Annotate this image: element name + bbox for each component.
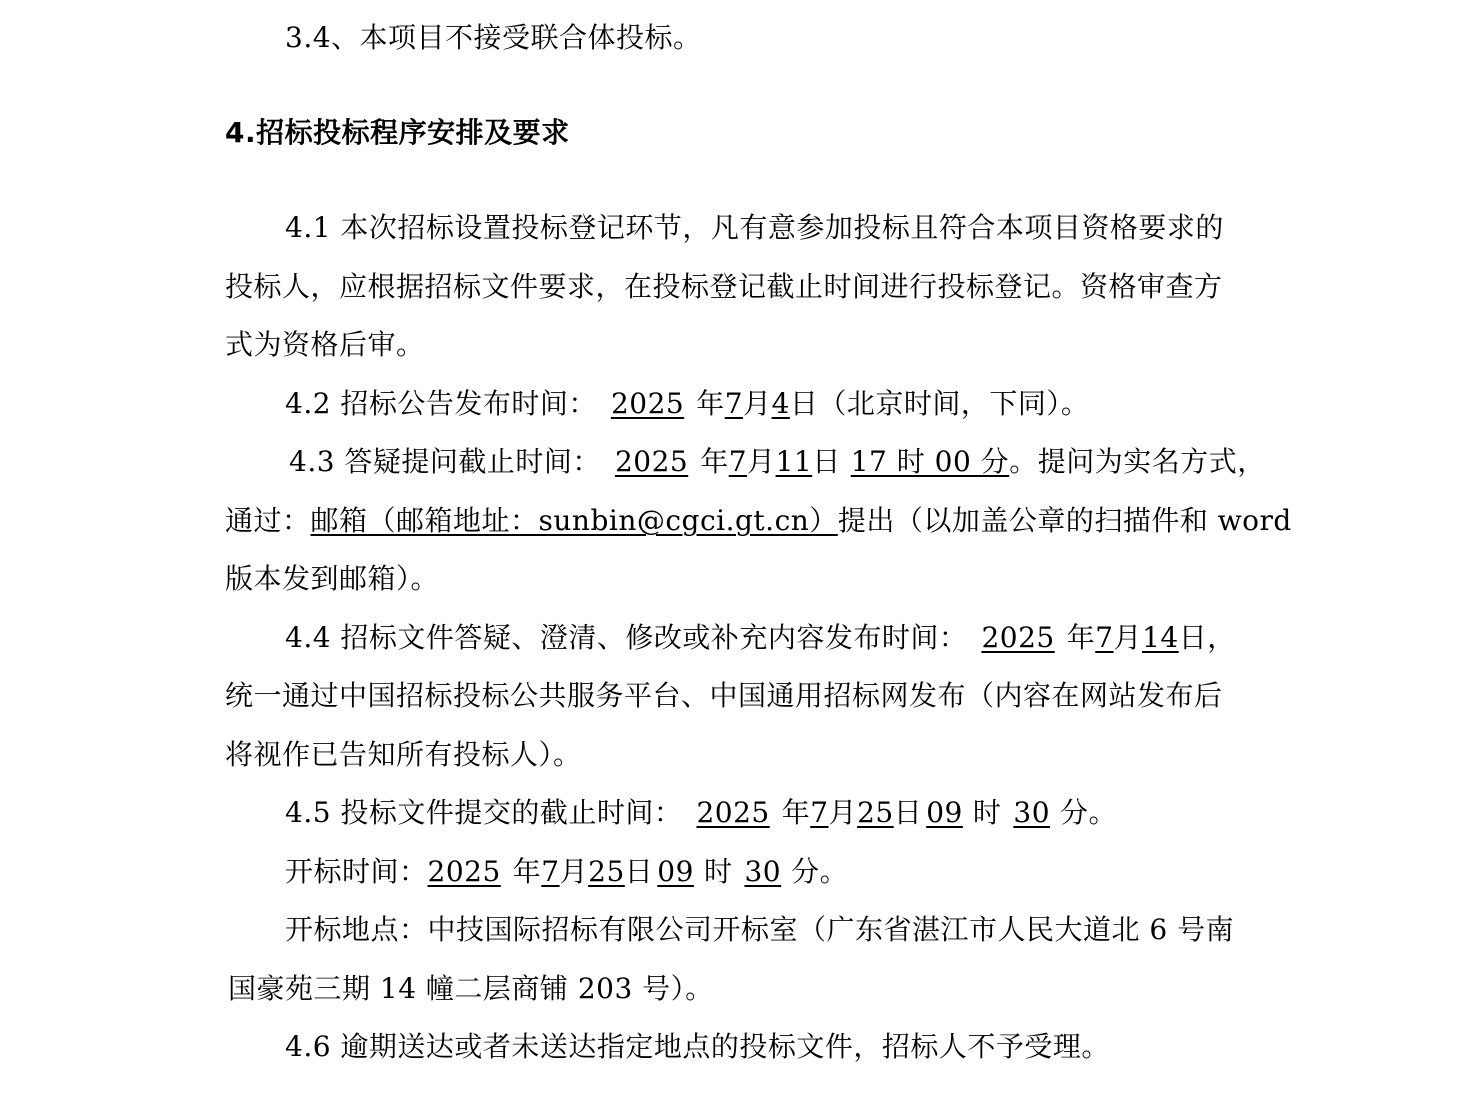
clause-4-4-month: 7 [1095,621,1114,654]
opening-place-line2: 国豪苑三期 14 幢二层商铺 203 号）。 [228,972,714,1005]
opening-time-hour: 09 [657,855,694,888]
clause-4-5-hour: 09 [926,796,963,829]
clause-4-4-day-unit: 日， [1178,621,1236,654]
clause-4-4-line1 [285,618,1236,658]
opening-time-day-unit: 日 [624,855,654,888]
clause-4-4-year-unit: 年 [1066,621,1096,654]
clause-4-5-month-unit: 月 [828,796,858,829]
opening-time-month-unit: 月 [559,855,589,888]
clause-4-1-line1: 4.1 本次招标设置投标登记环节，凡有意参加投标且符合本项目资格要求的 [285,211,1224,244]
clause-4-5-hour-unit: 时 [972,796,1002,829]
clause-4-2-month-unit: 月 [743,387,772,420]
opening-place-line1: 开标地点：中技国际招标有限公司开标室（广东省湛江市人民大道北 6 号南 [285,913,1235,946]
clause-4-5 [285,793,1117,833]
clause-4-4-year: 2025 [981,621,1055,654]
clause-4-2-note: （北京时间，下同）。 [818,387,1090,420]
clause-4-2 [285,384,1089,424]
clause-4-3-time: 17 时 00 分 [850,445,1010,478]
clause-4-3-month: 7 [728,445,748,478]
clause-4-3-day: 11 [775,445,813,478]
clause-4-4-line2: 统一通过中国招标投标公共服务平台、中国通用招标网发布（内容在网站发布后 [225,679,1223,712]
clause-4-4-label: 4.4 招标文件答疑、澄清、修改或补充内容发布时间： [285,621,968,654]
clause-4-3-tail2: 提出（以加盖公章的扫描件和 word [837,504,1292,537]
clause-4-3-month-unit: 月 [747,445,776,478]
clause-4-3-year: 2025 [614,445,689,478]
clause-4-3-email[interactable]: 邮箱（邮箱地址：sunbin@cgci.gt.cn） [310,504,838,537]
clause-4-4-day: 14 [1142,621,1179,654]
clause-4-5-day-unit: 日 [893,796,923,829]
opening-time-minute: 30 [744,855,782,888]
clause-4-5-minute-unit: 分。 [1060,796,1118,829]
clause-4-3-via: 通过： [225,504,311,537]
opening-time-year: 2025 [427,855,501,888]
opening-time-label: 开标时间： [285,855,428,888]
opening-time-year-unit: 年 [512,855,542,888]
opening-time [285,852,848,892]
clause-4-3-day-unit: 日 [812,445,841,478]
clause-4-5-month: 7 [810,796,829,829]
opening-time-minute-unit: 分。 [791,855,849,888]
clause-4-3-label: 4.3 答疑提问截止时间： [289,445,601,478]
clause-4-3-line3: 版本发到邮箱）。 [225,562,440,595]
opening-time-month: 7 [541,855,560,888]
clause-4-2-day-unit: 日 [789,387,819,420]
clause-4-2-year-unit: 年 [696,387,725,420]
clause-4-4-month-unit: 月 [1113,621,1143,654]
section-4-heading: 4.招标投标程序安排及要求 [225,116,570,149]
clause-3-4: 3.4、本项目不接受联合体投标。 [285,21,702,54]
clause-4-3-line2 [225,501,1292,541]
clause-4-5-minute: 30 [1013,796,1051,829]
clause-4-2-day: 4 [771,387,790,420]
clause-4-5-year-unit: 年 [781,796,811,829]
clause-4-3-line1 [289,442,1266,482]
clause-4-3-year-unit: 年 [700,445,729,478]
clause-4-5-year: 2025 [696,796,770,829]
clause-4-2-label: 4.2 招标公告发布时间： [285,387,597,420]
clause-4-5-day: 25 [857,796,894,829]
clause-4-6: 4.6 逾期送达或者未送达指定地点的投标文件，招标人不予受理。 [285,1030,1110,1063]
opening-time-day: 25 [588,855,625,888]
clause-4-2-year: 2025 [610,387,685,420]
clause-4-1-line3: 式为资格后审。 [225,328,425,361]
clause-4-4-line3: 将视作已告知所有投标人）。 [225,738,582,771]
clause-4-3-tail1: 。提问为实名方式， [1009,445,1266,478]
clause-4-5-label: 4.5 投标文件提交的截止时间： [285,796,683,829]
clause-4-1-line2: 投标人，应根据招标文件要求，在投标登记截止时间进行投标登记。资格审查方 [225,270,1223,303]
opening-time-hour-unit: 时 [703,855,733,888]
clause-4-2-month: 7 [724,387,744,420]
